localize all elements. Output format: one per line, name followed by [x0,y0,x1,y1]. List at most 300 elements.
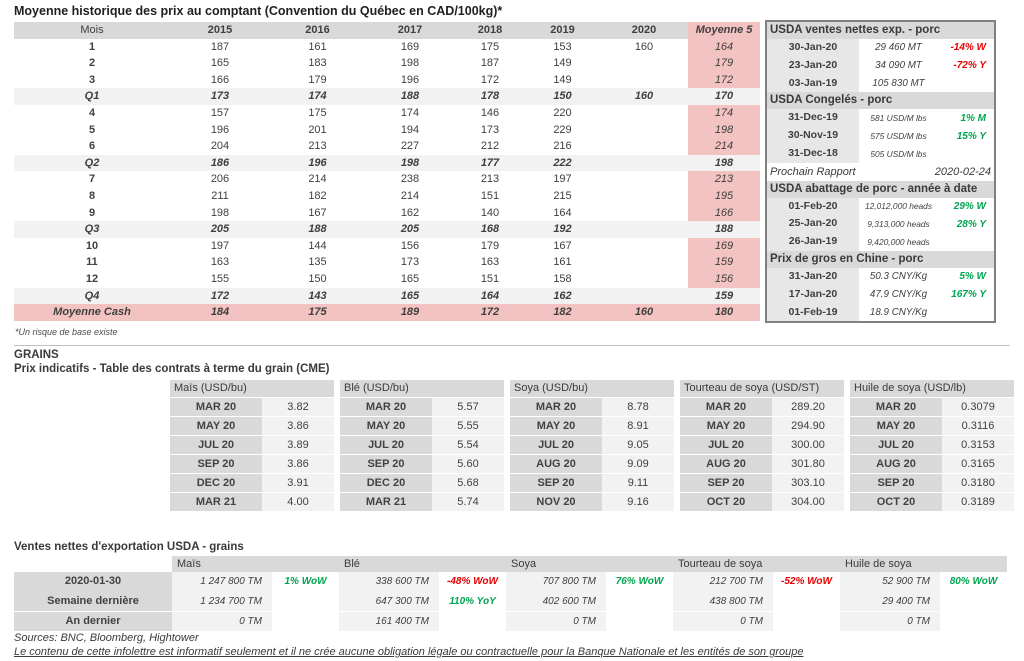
panel-value: 505 USD/M lbs [870,148,927,159]
panel-date: 01-Feb-20 [767,198,859,216]
grain-futures-table [170,380,1014,511]
next-report-date: 2020-02-24 [934,165,991,178]
futures-contract-month: MAY 20 [850,417,942,435]
spot-row-12 [14,271,760,288]
spot-value-cell: 187 [210,40,230,53]
spot-value-cell: 189 [400,306,420,319]
spot-row-q2 [14,155,760,172]
spot-value-cell: 143 [308,289,327,302]
spot-value-cell: 157 [210,106,230,119]
futures-contract-month: JUL 20 [170,436,262,454]
futures-price: 4.00 [262,493,334,511]
spot-row-9 [14,205,760,222]
futures-price: 5.74 [432,493,504,511]
spot-value-cell: 182 [308,189,327,202]
spot-row-11 [14,254,760,271]
spot-value-cell: 144 [308,239,327,252]
futures-commodity-header: Huile de soya (USD/lb) [850,380,1014,397]
exports-commodity-header: Tourteau de soya [673,556,840,572]
futures-group [510,380,674,511]
spot-value-cell: 194 [400,123,420,136]
spot-value-cell: 220 [553,106,572,119]
exports-value: 0 TM [673,612,773,631]
exports-value: 0 TM [840,612,940,631]
futures-row [170,493,334,511]
spot-value-cell: 198 [400,57,420,70]
spot-value-cell: 180 [714,306,734,319]
spot-value-cell: 174 [688,105,760,122]
futures-contract-month: SEP 20 [850,474,942,492]
spot-value-cell: 161 [553,256,572,269]
panel-date: 03-Jan-19 [767,75,859,93]
exports-value: 402 600 TM [506,592,606,611]
spot-value-cell: 175 [308,306,327,319]
panel-value: 34 090 MT [875,60,922,72]
futures-contract-month: MAR 20 [850,398,942,416]
futures-price: 0.3189 [942,493,1014,511]
futures-commodity-header: Maïs (USD/bu) [170,380,334,397]
exports-percent: -52% WoW [781,576,832,588]
spot-value-cell: 162 [400,206,420,219]
futures-contract-month: MAR 20 [170,398,262,416]
spot-value-cell: 156 [400,239,420,252]
spot-value-cell: 163 [210,256,230,269]
futures-row [340,417,504,435]
futures-contract-month: JUL 20 [510,436,602,454]
panel-date: 26-Jan-19 [767,233,859,251]
panel-percent: 5% W [959,271,986,283]
futures-row [170,455,334,473]
spot-value-cell: 174 [308,90,327,103]
spot-value-cell: 198 [688,122,760,139]
spot-value-cell: 167 [553,239,572,252]
panel-percent: 29% W [953,200,986,212]
spot-row-label: Q4 [84,289,100,302]
panel-data-row [767,127,994,145]
exports-value: 0 TM [172,612,272,631]
panel-data-row [767,75,994,93]
exports-data-row [14,572,1007,591]
futures-price: 303.10 [772,474,844,492]
futures-row [680,455,844,473]
futures-row [170,398,334,416]
exports-value: 438 800 TM [673,592,773,611]
spot-value-cell: 168 [480,223,500,236]
spot-value-cell: 172 [210,289,230,302]
exports-percent: 76% WoW [615,576,664,588]
futures-contract-month: JUL 20 [340,436,432,454]
futures-price: 9.16 [602,493,674,511]
spot-value-cell: 186 [210,156,230,169]
spot-value-cell: 196 [308,156,327,169]
exports-data-row [14,592,1007,611]
futures-group [340,380,504,511]
grains-heading: GRAINS [14,349,59,361]
exports-value: 1 247 800 TM [172,572,272,591]
spot-value-cell: 214 [400,189,420,202]
spot-value-cell: 184 [210,306,230,319]
panel-percent: 15% Y [956,130,986,142]
exports-header-spacer [14,556,172,572]
spot-value-cell: 170 [714,90,734,103]
spot-row-7 [14,171,760,188]
futures-commodity-header: Tourteau de soya (USD/ST) [680,380,844,397]
futures-row [680,417,844,435]
panel-date: 31-Dec-18 [767,145,859,163]
spot-value-cell: 205 [400,223,420,236]
futures-row [680,493,844,511]
spot-value-cell: 211 [211,189,229,202]
exports-percent: 110% YoY [449,595,496,607]
spot-value-cell: 213 [688,171,760,188]
spot-row-6 [14,138,760,155]
exports-data-row [14,612,1007,631]
panel-value: 12,012,000 heads [864,201,933,212]
spot-row-4 [14,105,760,122]
exports-value: 212 700 TM [673,572,773,591]
spot-header-cell: Moyenne 5 [688,22,760,39]
spot-value-cell: 160 [634,306,654,319]
panel-value: 50.3 CNY/Kg [869,271,928,283]
panel-value: 9,313,000 heads [867,219,930,230]
spot-value-cell: 164 [480,289,500,302]
exports-commodity-header: Maïs [172,556,339,572]
exports-percent [773,612,840,631]
futures-price: 9.05 [602,436,674,454]
spot-header-row [14,22,760,39]
spot-value-cell: 169 [400,40,420,53]
spot-value-cell: 165 [210,57,230,70]
futures-price: 294.90 [772,417,844,435]
spot-header-cell: 2015 [207,24,233,36]
exports-row-label: An dernier [14,612,172,631]
spot-value-cell [600,105,688,122]
exports-percent [773,592,840,611]
exports-commodity-header: Huile de soya [840,556,1007,572]
futures-contract-month: MAR 20 [680,398,772,416]
spot-value-cell: 216 [553,140,572,153]
panel-date: 30-Nov-19 [767,127,859,145]
futures-row [340,474,504,492]
spot-value-cell: 172 [480,306,500,319]
futures-contract-month: OCT 20 [680,493,772,511]
panel-section-title: Prix de gros en Chine - porc [767,251,994,268]
futures-price: 3.86 [262,455,334,473]
spot-value-cell: 169 [688,238,760,255]
spot-row-8 [14,188,760,205]
spot-value-cell: 160 [634,40,654,53]
spot-value-cell: 229 [553,123,572,136]
panel-data-row [767,286,994,304]
futures-contract-month: MAR 21 [170,493,262,511]
exports-value: 1 234 700 TM [172,592,272,611]
spot-value-cell: 188 [400,90,420,103]
spot-row-label: 2 [88,57,96,70]
spot-value-cell: 167 [308,206,327,219]
spot-value-cell: 179 [480,239,500,252]
spot-value-cell: 140 [480,206,500,219]
panel-date: 23-Jan-20 [767,57,859,75]
exports-row-label: 2020-01-30 [14,572,172,591]
spot-row-10 [14,238,760,255]
futures-contract-month: MAR 21 [340,493,432,511]
futures-contract-month: SEP 20 [340,455,432,473]
panel-percent: 28% Y [956,218,986,230]
spot-header-cell: 2016 [305,24,330,36]
futures-row [680,436,844,454]
panel-data-row [767,268,994,286]
futures-contract-month: DEC 20 [340,474,432,492]
futures-row [510,455,674,473]
panel-section-title: USDA Congelés - porc [767,92,994,109]
panel-date: 01-Feb-19 [767,304,859,322]
spot-row-2 [14,55,760,72]
futures-row [510,474,674,492]
spot-value-cell: 198 [400,156,420,169]
exports-percent: -48% WoW [447,576,498,588]
panel-data-row [767,39,994,57]
spot-value-cell: 166 [210,73,230,86]
spot-value-cell: 213 [308,140,327,153]
futures-price: 5.57 [432,398,504,416]
spot-value-cell: 196 [210,123,230,136]
spot-header-cell: 2019 [550,24,575,36]
spot-value-cell: 197 [210,239,230,252]
futures-row [850,474,1014,492]
spot-value-cell: 173 [210,90,230,103]
spot-value-cell: 238 [400,173,420,186]
spot-row-3 [14,72,760,89]
futures-row [170,474,334,492]
futures-group [680,380,844,511]
exports-percent [940,612,1007,631]
spot-row-label: Moyenne Cash [53,306,131,319]
spot-value-cell [600,188,688,205]
panel-date: 17-Jan-20 [767,286,859,304]
futures-contract-month: MAY 20 [340,417,432,435]
spot-value-cell [600,238,688,255]
futures-row [850,436,1014,454]
spot-value-cell: 150 [553,90,572,103]
exports-percent [439,612,506,631]
panel-date: 30-Jan-20 [767,39,859,57]
spot-value-cell: 215 [553,189,572,202]
futures-contract-month: AUG 20 [680,455,772,473]
spot-header-cell: 2020 [631,24,657,36]
spot-row-label: 8 [88,189,96,202]
futures-price: 3.91 [262,474,334,492]
panel-value: 9,420,000 heads [867,237,930,248]
spot-value-cell [600,138,688,155]
exports-row-label: Semaine dernière [14,592,172,611]
spot-value-cell: 159 [688,254,760,271]
spot-value-cell: 188 [308,223,327,236]
spot-row-label: 11 [86,256,98,269]
next-report-label: Prochain Rapport [770,165,856,178]
futures-price: 300.00 [772,436,844,454]
sources-line: Sources: BNC, Bloomberg, Hightower [14,632,199,644]
exports-value: 161 400 TM [339,612,439,631]
spot-value-cell: 214 [308,173,327,186]
spot-value-cell: 195 [688,188,760,205]
futures-contract-month: DEC 20 [170,474,262,492]
futures-row [170,417,334,435]
spot-value-cell: 182 [553,306,572,319]
panel-data-row [767,215,994,233]
futures-contract-month: MAY 20 [680,417,772,435]
futures-contract-month: MAY 20 [170,417,262,435]
panel-data-row [767,109,994,127]
spot-value-cell: 161 [308,40,327,53]
futures-contract-month: NOV 20 [510,493,602,511]
panel-section-title: USDA abattage de porc - année à date [767,181,994,198]
panel-data-row [767,304,994,322]
exports-value: 29 400 TM [840,592,940,611]
spot-value-cell: 201 [308,123,327,136]
spot-value-cell: 163 [480,256,500,269]
spot-value-cell: 151 [480,189,500,202]
spot-header-cell: 2017 [397,24,423,36]
futures-row [850,398,1014,416]
futures-contract-month: OCT 20 [850,493,942,511]
futures-contract-month: SEP 20 [510,474,602,492]
futures-price: 8.91 [602,417,674,435]
exports-percent [272,592,339,611]
panel-date: 25-Jan-20 [767,215,859,233]
exports-percent [606,592,673,611]
futures-price: 3.86 [262,417,334,435]
futures-contract-month: SEP 20 [170,455,262,473]
futures-row [680,398,844,416]
spot-value-cell: 164 [553,206,572,219]
spot-value-cell: 164 [688,39,760,56]
spot-value-cell: 178 [480,90,500,103]
futures-row [850,493,1014,511]
spot-value-cell [600,271,688,288]
spot-value-cell: 198 [714,156,734,169]
futures-contract-month: MAR 20 [510,398,602,416]
spot-value-cell [600,221,688,238]
spot-value-cell: 197 [553,173,572,186]
spot-value-cell: 135 [308,256,327,269]
panel-percent: -14% W [950,42,986,54]
spot-value-cell: 205 [210,223,230,236]
futures-contract-month: MAR 20 [340,398,432,416]
panel-value: 18.9 CNY/Kg [869,306,928,318]
futures-price: 0.3165 [942,455,1014,473]
futures-price: 3.89 [262,436,334,454]
spot-value-cell: 153 [553,40,572,53]
spot-value-cell: 183 [308,57,327,70]
futures-price: 5.60 [432,455,504,473]
panel-data-row [767,145,994,163]
spot-value-cell: 165 [400,272,420,285]
spot-value-cell: 174 [400,106,420,119]
futures-contract-month: SEP 20 [680,474,772,492]
futures-row [510,436,674,454]
spot-price-table [14,22,760,321]
futures-price: 289.20 [772,398,844,416]
spot-value-cell: 177 [480,156,500,169]
panel-value: 105 830 MT [872,77,925,89]
futures-row [340,398,504,416]
panel-value: 29 460 MT [875,42,922,54]
futures-group [170,380,334,511]
usda-side-panel [765,20,996,323]
futures-price: 5.68 [432,474,504,492]
panel-data-row [767,57,994,75]
exports-percent [940,592,1007,611]
spot-row-label: Q2 [84,156,100,169]
panel-value: 581 USD/M lbs [870,113,927,124]
futures-price: 5.54 [432,436,504,454]
spot-value-cell: 222 [553,156,572,169]
spot-value-cell: 149 [553,73,572,86]
spot-value-cell: 175 [480,40,500,53]
spot-value-cell: 166 [688,205,760,222]
exports-percent [606,612,673,631]
spot-row-label: 10 [85,239,99,252]
spot-value-cell: 172 [688,72,760,89]
futures-row [510,417,674,435]
panel-percent: 1% M [960,112,986,124]
spot-value-cell: 150 [308,272,327,285]
spot-value-cell: 196 [400,73,420,86]
spot-value-cell [600,254,688,271]
spot-row-label: 7 [88,173,96,186]
disclaimer-line: Le contenu de cette infolettre est informatif seulement et il ne crée aucune obligation légale ou contractuelle pour la Banque Nationale et les entités de son groupe [14,646,804,658]
spot-value-cell: 165 [400,289,420,302]
futures-price: 3.82 [262,398,334,416]
panel-date: 31-Dec-19 [767,109,859,127]
spot-value-cell: 206 [210,173,230,186]
panel-section-title: USDA ventes nettes exp. - porc [767,22,994,39]
futures-row [340,455,504,473]
spot-row-moyenne-cash [14,304,760,321]
spot-header-cell: 2018 [477,24,503,36]
spot-value-cell: 179 [308,73,327,86]
spot-row-label: 3 [88,73,96,86]
futures-commodity-header: Blé (USD/bu) [340,380,504,397]
spot-value-cell: 151 [480,272,500,285]
futures-row [850,417,1014,435]
futures-row [680,474,844,492]
page-title: Moyenne historique des prix au comptant (Convention du Québec en CAD/100kg)* [14,4,503,18]
futures-price: 9.09 [602,455,674,473]
spot-value-cell [600,155,688,172]
futures-price: 0.3116 [942,417,1014,435]
exports-commodity-header: Soya [506,556,673,572]
spot-value-cell: 192 [553,223,572,236]
futures-price: 304.00 [772,493,844,511]
spot-value-cell: 149 [553,57,572,70]
spot-row-label: 4 [88,106,96,119]
spot-value-cell: 179 [688,55,760,72]
futures-contract-month: AUG 20 [850,455,942,473]
futures-price: 5.55 [432,417,504,435]
futures-contract-month: MAY 20 [510,417,602,435]
spot-value-cell [600,122,688,139]
futures-row [850,455,1014,473]
spot-value-cell: 155 [210,272,230,285]
exports-percent [272,612,339,631]
futures-price: 0.3079 [942,398,1014,416]
exports-table-title: Ventes nettes d'exportation USDA - grains [14,541,244,553]
spot-table-footnote: *Un risque de base existe [15,327,118,337]
spot-row-label: 6 [88,140,96,153]
spot-row-label: Q1 [84,90,100,103]
spot-row-label: 1 [88,40,96,53]
